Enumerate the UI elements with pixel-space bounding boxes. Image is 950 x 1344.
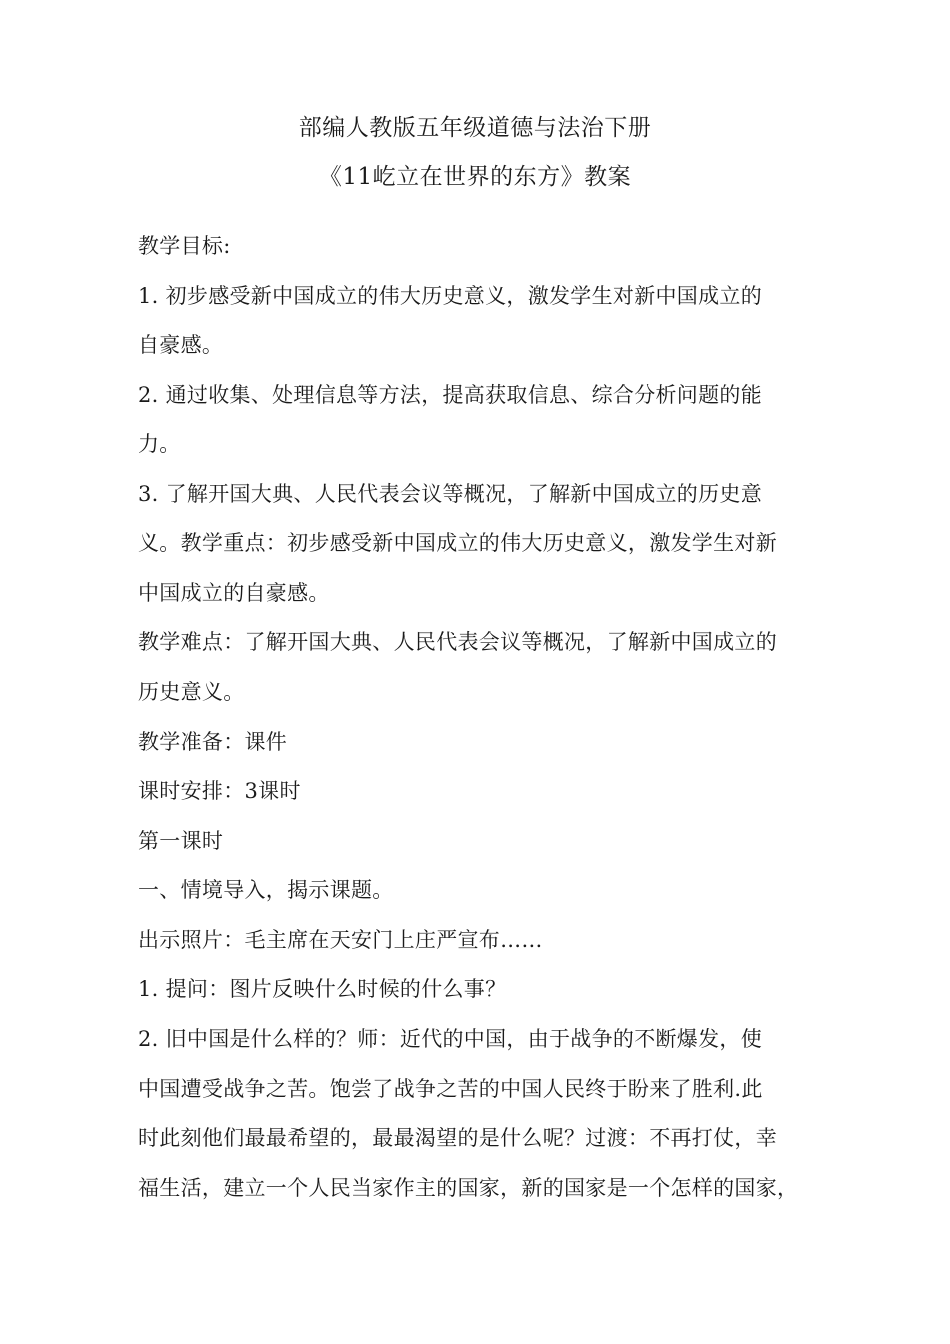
paragraph-line: 力。 — [138, 432, 181, 456]
paragraph-line: 教学难点：了解开国大典、人民代表会议等概况，了解新中国成立的 — [138, 630, 777, 654]
paragraph-line: 中国遭受战争之苦。饱尝了战争之苦的中国人民终于盼来了胜利.此 — [138, 1077, 763, 1101]
paragraph-line: 中国成立的自豪感。 — [138, 581, 330, 605]
document-subtitle: 《11屹立在世界的东方》教案 — [318, 164, 632, 190]
paragraph-line: 课时安排：3课时 — [138, 779, 301, 803]
paragraph-line: 福生活，建立一个人民当家作主的国家，新的国家是一个怎样的国家， — [138, 1176, 799, 1200]
document-title: 部编人教版五年级道德与法治下册 — [298, 115, 652, 141]
paragraph-line: 义。教学重点：初步感受新中国成立的伟大历史意义，激发学生对新 — [138, 531, 777, 555]
paragraph-line: 时此刻他们最最希望的，最最渴望的是什么呢？过渡：不再打仗，幸 — [138, 1126, 777, 1150]
paragraph-line: 3. 了解开国大典、人民代表会议等概况，了解新中国成立的历史意 — [138, 482, 763, 506]
paragraph-line: 1. 初步感受新中国成立的伟大历史意义，激发学生对新中国成立的 — [138, 284, 763, 308]
paragraph-line: 教学准备：课件 — [138, 730, 288, 754]
paragraph-line: 一、情境导入，揭示课题。 — [138, 878, 394, 902]
paragraph-line: 2. 通过收集、处理信息等方法，提高获取信息、综合分析问题的能 — [138, 383, 763, 407]
paragraph-line: 自豪感。 — [138, 333, 224, 357]
paragraph-line: 出示照片：毛主席在天安门上庄严宣布…… — [138, 928, 543, 952]
paragraph-line: 教学目标: — [138, 234, 231, 258]
paragraph-line: 第一课时 — [138, 829, 224, 853]
paragraph-line: 1. 提问：图片反映什么时候的什么事？ — [138, 977, 507, 1001]
paragraph-line: 2. 旧中国是什么样的？师：近代的中国，由于战争的不断爆发，使 — [138, 1027, 763, 1051]
paragraph-line: 历史意义。 — [138, 680, 245, 704]
